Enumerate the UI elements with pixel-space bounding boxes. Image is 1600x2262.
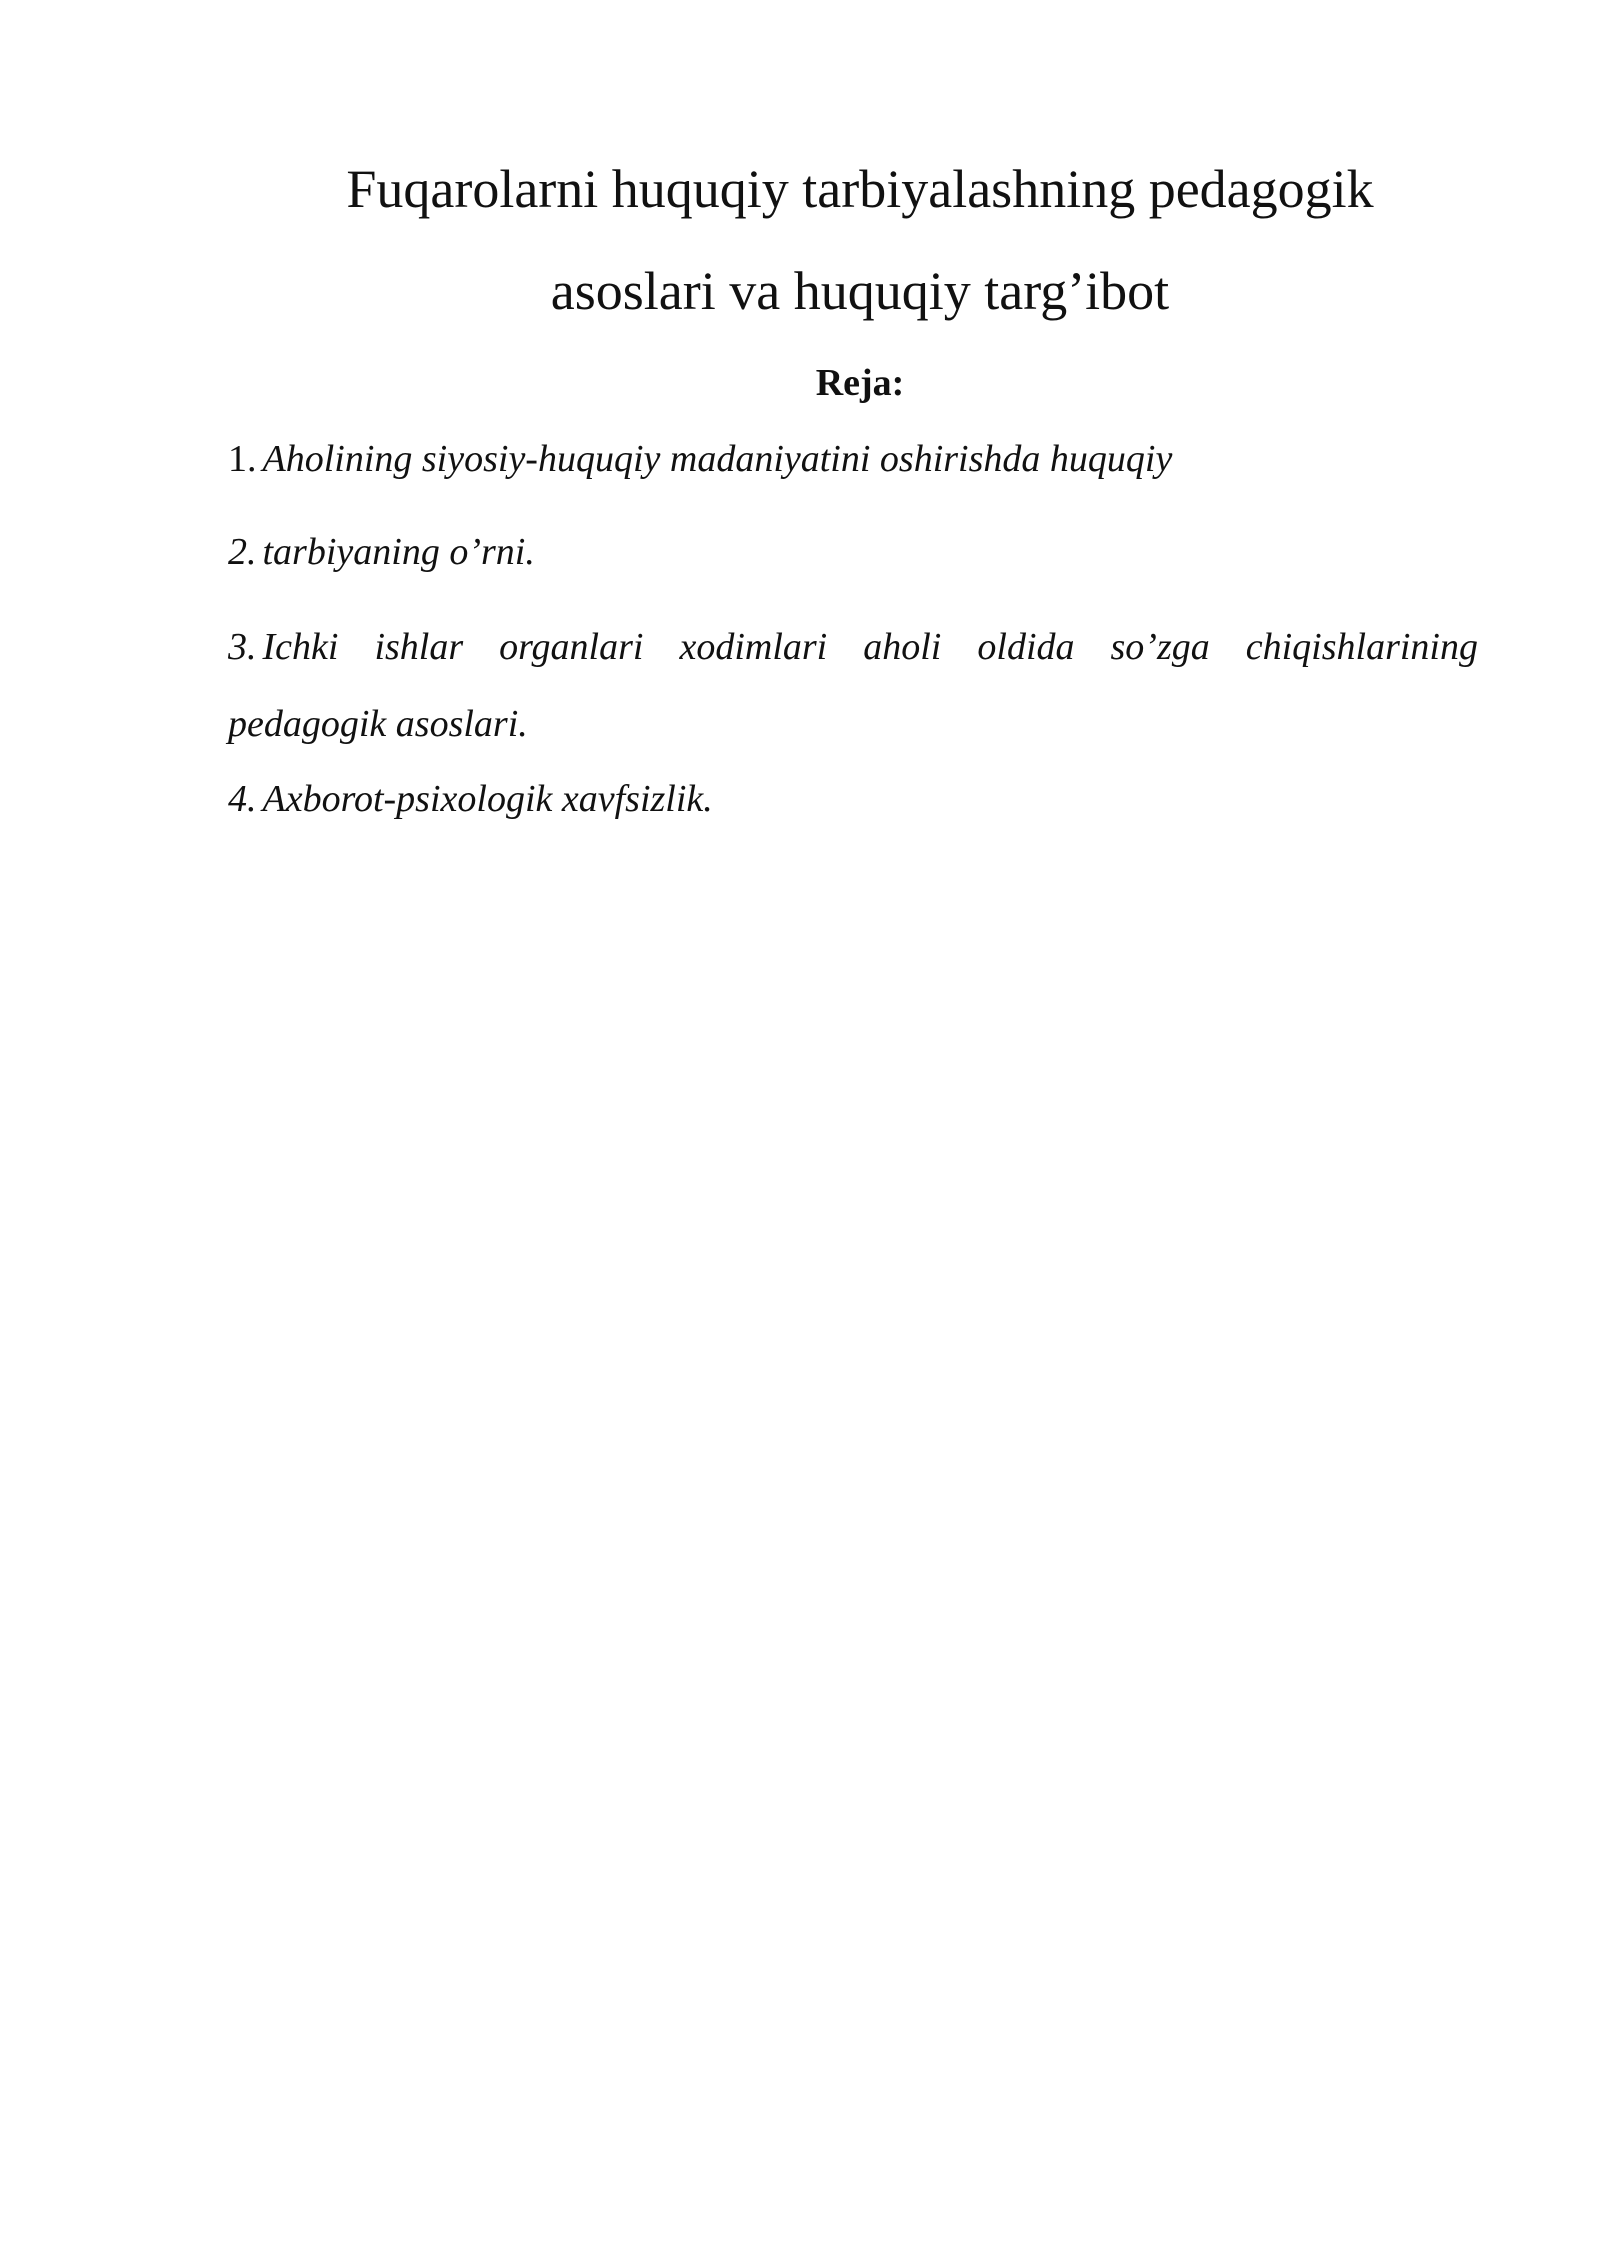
plan-item-1 <box>228 440 1478 478</box>
document-title-line-1: Fuqarolarni huquqiy tarbiyalashning pedagogik <box>346 159 1374 219</box>
plan-item-text: Axborot-psixologik xavfsizlik. <box>262 778 713 820</box>
plan-item-number: 3. <box>228 626 257 668</box>
plan-item-text: Ichki ishlar organlari xodimlari aholi oldida so’zga chiqishlarining <box>262 626 1478 668</box>
plan-item-3-continuation <box>228 705 1478 743</box>
plan-item-text: tarbiyaning o’rni. <box>262 531 535 573</box>
plan-item-number: 2. <box>228 531 257 573</box>
plan-item-text: pedagogik asoslari. <box>228 703 528 745</box>
document-title-line-2: asoslari va huquqiy targ’ibot <box>550 261 1170 321</box>
plan-heading: Reja: <box>815 362 905 404</box>
plan-item-number: 4. <box>228 778 257 820</box>
plan-item-number: 1. <box>228 438 257 480</box>
plan-item-3 <box>228 628 1478 666</box>
plan-item-text: Aholining siyosiy-huquqiy madaniyatini oshirishda huquqiy <box>262 438 1173 480</box>
plan-item-4 <box>228 780 1478 818</box>
plan-item-2 <box>228 533 1478 571</box>
